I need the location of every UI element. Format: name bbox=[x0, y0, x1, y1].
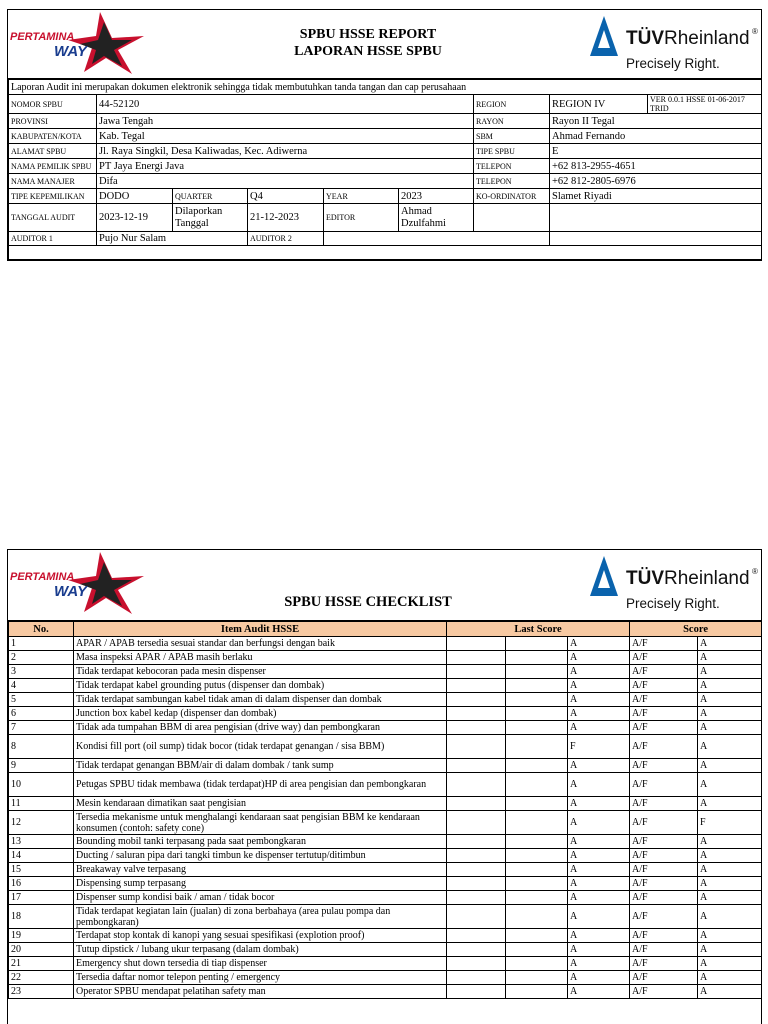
row-number: 8 bbox=[9, 735, 74, 759]
report-title bbox=[248, 26, 488, 60]
checklist-table bbox=[8, 621, 762, 999]
provinsi-value: Jawa Tengah bbox=[97, 114, 474, 129]
row-empty-b bbox=[506, 971, 568, 985]
checklist-row bbox=[9, 985, 762, 999]
rayon-label: RAYON bbox=[474, 114, 550, 129]
row-number: 21 bbox=[9, 957, 74, 971]
row-item: Tidak terdapat genangan BBM/air di dalam dombak / tank sump bbox=[74, 759, 447, 773]
row-last-score: A bbox=[568, 811, 630, 835]
row-item: Dispensing sump terpasang bbox=[74, 877, 447, 891]
row-score: A bbox=[698, 971, 762, 985]
row-number: 23 bbox=[9, 985, 74, 999]
row-options: A/F bbox=[630, 971, 698, 985]
checklist-row bbox=[9, 891, 762, 905]
row-options: A/F bbox=[630, 679, 698, 693]
tanggal-audit-value: 2023-12-19 bbox=[97, 204, 173, 232]
checklist-sheet bbox=[7, 549, 762, 1024]
row-options: A/F bbox=[630, 943, 698, 957]
row-empty-b bbox=[506, 797, 568, 811]
row-number: 4 bbox=[9, 679, 74, 693]
row-last-score: A bbox=[568, 985, 630, 999]
telepon2-value: +62 812-2805-6976 bbox=[550, 174, 762, 189]
row-empty-a bbox=[447, 835, 506, 849]
row-options: A/F bbox=[630, 665, 698, 679]
row-last-score: A bbox=[568, 971, 630, 985]
row-number: 18 bbox=[9, 905, 74, 929]
tipe-spbu-value: E bbox=[550, 144, 762, 159]
checklist-row bbox=[9, 773, 762, 797]
row-empty-a bbox=[447, 957, 506, 971]
row-empty-b bbox=[506, 693, 568, 707]
svg-text:TÜVRheinland: TÜVRheinland bbox=[626, 568, 750, 589]
checklist-row bbox=[9, 877, 762, 891]
row-empty-a bbox=[447, 797, 506, 811]
row-options: A/F bbox=[630, 849, 698, 863]
report-sheet bbox=[7, 9, 762, 261]
auditor2-label: AUDITOR 2 bbox=[248, 232, 324, 246]
checklist-row bbox=[9, 863, 762, 877]
row-empty-a bbox=[447, 929, 506, 943]
svg-text:WAY: WAY bbox=[54, 583, 88, 600]
row-item: Petugas SPBU tidak membawa (tidak terdapat)HP di area pengisian dan pembongkaran bbox=[74, 773, 447, 797]
row-item: Emergency shut down tersedia di tiap dispenser bbox=[74, 957, 447, 971]
checklist-row bbox=[9, 811, 762, 835]
row-empty-a bbox=[447, 971, 506, 985]
row-options: A/F bbox=[630, 721, 698, 735]
checklist-row bbox=[9, 721, 762, 735]
auditor2-value bbox=[324, 232, 550, 246]
row-number: 12 bbox=[9, 811, 74, 835]
row-item: Dispenser sump kondisi baik / aman / tidak bocor bbox=[74, 891, 447, 905]
checklist-row bbox=[9, 929, 762, 943]
row-empty-b bbox=[506, 637, 568, 651]
row-options: A/F bbox=[630, 985, 698, 999]
row-last-score: A bbox=[568, 957, 630, 971]
row-item: Operator SPBU mendapat pelatihan safety man bbox=[74, 985, 447, 999]
telepon2-label: TELEPON bbox=[474, 174, 550, 189]
row-empty-a bbox=[447, 773, 506, 797]
row-item: Tidak terdapat kegiatan lain (jualan) di zona berbahaya (area pulau pompa dan pembongkaran) bbox=[74, 905, 447, 929]
sbm-label: SBM bbox=[474, 129, 550, 144]
row-empty-b bbox=[506, 957, 568, 971]
dilaporkan-value: 21-12-2023 bbox=[248, 204, 324, 232]
row-options: A/F bbox=[630, 651, 698, 665]
row-score: A bbox=[698, 985, 762, 999]
empty-cell bbox=[474, 204, 550, 232]
row-empty-a bbox=[447, 943, 506, 957]
row-options: A/F bbox=[630, 797, 698, 811]
col-item-header: Item Audit HSSE bbox=[74, 622, 447, 637]
row-item: Bounding mobil tanki terpasang pada saat pembongkaran bbox=[74, 835, 447, 849]
row-item: Masa inspeksi APAR / APAB masih berlaku bbox=[74, 651, 447, 665]
row-options: A/F bbox=[630, 877, 698, 891]
row-score: A bbox=[698, 707, 762, 721]
checklist-row bbox=[9, 957, 762, 971]
quarter-value: Q4 bbox=[248, 189, 324, 204]
row-number: 15 bbox=[9, 863, 74, 877]
checklist-header bbox=[8, 550, 761, 621]
manajer-label: NAMA MANAJER bbox=[9, 174, 97, 189]
alamat-value: Jl. Raya Singkil, Desa Kaliwadas, Kec. Adiwerna bbox=[97, 144, 474, 159]
pertamina-logo-text: PERTAMINA bbox=[10, 31, 75, 43]
tuv-rheinland-logo bbox=[586, 550, 761, 616]
row-item: Junction box kabel kedap (dispenser dan dombak) bbox=[74, 707, 447, 721]
svg-text:Precisely Right.: Precisely Right. bbox=[626, 596, 720, 611]
row-empty-b bbox=[506, 985, 568, 999]
nomor-spbu-label: NOMOR SPBU bbox=[9, 95, 97, 114]
row-empty-b bbox=[506, 929, 568, 943]
pemilik-label: NAMA PEMILIK SPBU bbox=[9, 159, 97, 174]
tipe-spbu-label: TIPE SPBU bbox=[474, 144, 550, 159]
provinsi-label: PROVINSI bbox=[9, 114, 97, 129]
row-options: A/F bbox=[630, 707, 698, 721]
row-number: 7 bbox=[9, 721, 74, 735]
row-last-score: A bbox=[568, 759, 630, 773]
row-last-score: A bbox=[568, 835, 630, 849]
row-score: A bbox=[698, 773, 762, 797]
row-empty-b bbox=[506, 759, 568, 773]
checklist-row bbox=[9, 905, 762, 929]
svg-text:®: ® bbox=[752, 567, 758, 576]
row-number: 14 bbox=[9, 849, 74, 863]
row-item: Tidak terdapat kebocoran pada mesin dispenser bbox=[74, 665, 447, 679]
row-last-score: F bbox=[568, 735, 630, 759]
row-score: A bbox=[698, 735, 762, 759]
row-item: Terdapat stop kontak di kanopi yang sesuai spesifikasi (explotion proof) bbox=[74, 929, 447, 943]
row-last-score: A bbox=[568, 905, 630, 929]
row-number: 2 bbox=[9, 651, 74, 665]
row-score: A bbox=[698, 679, 762, 693]
row-empty-b bbox=[506, 811, 568, 835]
year-label: YEAR bbox=[324, 189, 399, 204]
region-label: REGION bbox=[474, 95, 550, 114]
row-options: A/F bbox=[630, 957, 698, 971]
row-last-score: A bbox=[568, 863, 630, 877]
row-item: Tutup dipstick / lubang ukur terpasang (dalam dombak) bbox=[74, 943, 447, 957]
row-score: A bbox=[698, 835, 762, 849]
svg-text:®: ® bbox=[752, 27, 758, 36]
empty-row bbox=[9, 246, 762, 260]
row-options: A/F bbox=[630, 811, 698, 835]
row-empty-b bbox=[506, 943, 568, 957]
row-empty-b bbox=[506, 721, 568, 735]
row-item: Ducting / saluran pipa dari tangki timbun ke dispenser tertutup/ditimbun bbox=[74, 849, 447, 863]
row-empty-b bbox=[506, 665, 568, 679]
row-score: A bbox=[698, 637, 762, 651]
row-item: Tersedia mekanisme untuk menghalangi kendaraan saat pengisian BBM ke kendaraan konsumen (contoh: safety cone) bbox=[74, 811, 447, 835]
row-last-score: A bbox=[568, 773, 630, 797]
svg-text:Precisely Right.: Precisely Right. bbox=[626, 56, 720, 71]
checklist-row bbox=[9, 707, 762, 721]
row-empty-b bbox=[506, 773, 568, 797]
row-options: A/F bbox=[630, 929, 698, 943]
checklist-row bbox=[9, 693, 762, 707]
row-last-score: A bbox=[568, 665, 630, 679]
row-number: 20 bbox=[9, 943, 74, 957]
rayon-value: Rayon II Tegal bbox=[550, 114, 762, 129]
row-options: A/F bbox=[630, 637, 698, 651]
telepon1-label: TELEPON bbox=[474, 159, 550, 174]
row-empty-a bbox=[447, 811, 506, 835]
checklist-row bbox=[9, 637, 762, 651]
row-empty-a bbox=[447, 679, 506, 693]
row-item: APAR / APAB tersedia sesuai standar dan berfungsi dengan baik bbox=[74, 637, 447, 651]
row-number: 22 bbox=[9, 971, 74, 985]
tanggal-audit-label: TANGGAL AUDIT bbox=[9, 204, 97, 232]
row-number: 16 bbox=[9, 877, 74, 891]
row-last-score: A bbox=[568, 943, 630, 957]
telepon1-value: +62 813-2955-4651 bbox=[550, 159, 762, 174]
checklist-row bbox=[9, 679, 762, 693]
row-empty-b bbox=[506, 679, 568, 693]
row-score: A bbox=[698, 693, 762, 707]
row-number: 5 bbox=[9, 693, 74, 707]
koordinator-label: KO-ORDINATOR bbox=[474, 189, 550, 204]
row-options: A/F bbox=[630, 735, 698, 759]
checklist-row bbox=[9, 943, 762, 957]
dilaporkan-label: Dilaporkan Tanggal bbox=[173, 204, 248, 232]
row-last-score: A bbox=[568, 693, 630, 707]
row-score: A bbox=[698, 863, 762, 877]
row-empty-a bbox=[447, 721, 506, 735]
row-last-score: A bbox=[568, 651, 630, 665]
sbm-value: Ahmad Fernando bbox=[550, 129, 762, 144]
row-last-score: A bbox=[568, 891, 630, 905]
row-score: A bbox=[698, 759, 762, 773]
row-score: A bbox=[698, 877, 762, 891]
row-last-score: A bbox=[568, 797, 630, 811]
checklist-row bbox=[9, 971, 762, 985]
row-empty-a bbox=[447, 651, 506, 665]
row-last-score: A bbox=[568, 707, 630, 721]
row-number: 3 bbox=[9, 665, 74, 679]
row-empty-a bbox=[447, 863, 506, 877]
row-empty-a bbox=[447, 637, 506, 651]
row-empty-a bbox=[447, 759, 506, 773]
row-score: A bbox=[698, 891, 762, 905]
auditor1-label: AUDITOR 1 bbox=[9, 232, 97, 246]
row-score: A bbox=[698, 943, 762, 957]
row-empty-a bbox=[447, 877, 506, 891]
region-value: REGION IV bbox=[550, 95, 648, 114]
report-title-line2: LAPORAN HSSE SPBU bbox=[294, 44, 442, 59]
row-number: 11 bbox=[9, 797, 74, 811]
pertamina-way-logo bbox=[8, 10, 153, 76]
row-empty-b bbox=[506, 835, 568, 849]
row-item: Mesin kendaraan dimatikan saat pengisian bbox=[74, 797, 447, 811]
kepemilikan-value: DODO bbox=[97, 189, 173, 204]
row-item: Tidak terdapat kabel grounding putus (dispenser dan dombak) bbox=[74, 679, 447, 693]
pertamina-way-logo bbox=[8, 550, 153, 616]
row-empty-b bbox=[506, 707, 568, 721]
col-last-score-header: Last Score bbox=[447, 622, 630, 637]
checklist-body bbox=[9, 637, 762, 999]
checklist-row bbox=[9, 651, 762, 665]
row-empty-b bbox=[506, 863, 568, 877]
auditor1-value: Pujo Nur Salam bbox=[97, 232, 248, 246]
row-empty-b bbox=[506, 849, 568, 863]
row-options: A/F bbox=[630, 835, 698, 849]
row-item: Tidak terdapat sambungan kabel tidak aman di dalam dispenser dan dombak bbox=[74, 693, 447, 707]
col-no-header: No. bbox=[9, 622, 74, 637]
koordinator-value: Slamet Riyadi bbox=[550, 189, 762, 204]
row-item: Tersedia daftar nomor telepon penting / emergency bbox=[74, 971, 447, 985]
row-empty-a bbox=[447, 985, 506, 999]
kepemilikan-label: TIPE KEPEMILIKAN bbox=[9, 189, 97, 204]
empty-cell bbox=[550, 204, 762, 232]
row-score: A bbox=[698, 957, 762, 971]
row-number: 1 bbox=[9, 637, 74, 651]
checklist-row bbox=[9, 835, 762, 849]
row-empty-a bbox=[447, 693, 506, 707]
electronic-doc-note: Laporan Audit ini merupakan dokumen elektronik sehingga tidak membutuhkan tanda tangan dan cap perusahaan bbox=[9, 80, 762, 95]
pemilik-value: PT Jaya Energi Java bbox=[97, 159, 474, 174]
row-score: A bbox=[698, 665, 762, 679]
row-empty-b bbox=[506, 651, 568, 665]
row-empty-a bbox=[447, 849, 506, 863]
editor-label: EDITOR bbox=[324, 204, 399, 232]
svg-text:PERTAMINA: PERTAMINA bbox=[10, 571, 75, 583]
row-number: 6 bbox=[9, 707, 74, 721]
row-empty-b bbox=[506, 877, 568, 891]
quarter-label: QUARTER bbox=[173, 189, 248, 204]
row-empty-b bbox=[506, 905, 568, 929]
row-number: 17 bbox=[9, 891, 74, 905]
row-options: A/F bbox=[630, 773, 698, 797]
row-empty-b bbox=[506, 891, 568, 905]
kabupaten-value: Kab. Tegal bbox=[97, 129, 474, 144]
row-empty-a bbox=[447, 665, 506, 679]
row-item: Breakaway valve terpasang bbox=[74, 863, 447, 877]
row-score: A bbox=[698, 905, 762, 929]
editor-value: Ahmad Dzulfahmi bbox=[399, 204, 474, 232]
row-score: A bbox=[698, 849, 762, 863]
row-options: A/F bbox=[630, 693, 698, 707]
row-last-score: A bbox=[568, 929, 630, 943]
report-title-line1: SPBU HSSE REPORT bbox=[299, 27, 437, 42]
row-item: Tidak ada tumpahan BBM di area pengisian (drive way) dan pembongkaran bbox=[74, 721, 447, 735]
tuv-rheinland-logo bbox=[586, 10, 761, 76]
row-last-score: A bbox=[568, 679, 630, 693]
row-score: A bbox=[698, 797, 762, 811]
row-number: 19 bbox=[9, 929, 74, 943]
checklist-row bbox=[9, 665, 762, 679]
report-info-table bbox=[8, 79, 762, 260]
row-score: A bbox=[698, 651, 762, 665]
row-empty-a bbox=[447, 905, 506, 929]
row-empty-a bbox=[447, 707, 506, 721]
version-text: VER 0.0.1 HSSE 01-06-2017 TRID bbox=[648, 95, 762, 114]
row-last-score: A bbox=[568, 877, 630, 891]
svg-text:TÜVRheinland: TÜVRheinland bbox=[626, 28, 750, 49]
manajer-value: Difa bbox=[97, 174, 474, 189]
row-number: 10 bbox=[9, 773, 74, 797]
row-options: A/F bbox=[630, 905, 698, 929]
empty-cell bbox=[550, 232, 762, 246]
report-header bbox=[8, 10, 761, 79]
row-empty-a bbox=[447, 891, 506, 905]
checklist-row bbox=[9, 849, 762, 863]
checklist-row bbox=[9, 797, 762, 811]
checklist-title: SPBU HSSE CHECKLIST bbox=[284, 594, 452, 610]
row-options: A/F bbox=[630, 891, 698, 905]
row-score: F bbox=[698, 811, 762, 835]
row-empty-b bbox=[506, 735, 568, 759]
row-options: A/F bbox=[630, 863, 698, 877]
row-score: A bbox=[698, 929, 762, 943]
row-score: A bbox=[698, 721, 762, 735]
row-item: Kondisi fill port (oil sump) tidak bocor (tidak terdapat genangan / sisa BBM) bbox=[74, 735, 447, 759]
col-score-header: Score bbox=[630, 622, 762, 637]
row-last-score: A bbox=[568, 637, 630, 651]
row-options: A/F bbox=[630, 759, 698, 773]
nomor-spbu-value: 44-52120 bbox=[97, 95, 474, 114]
row-last-score: A bbox=[568, 849, 630, 863]
svg-text:WAY: WAY bbox=[54, 43, 88, 60]
checklist-row bbox=[9, 735, 762, 759]
alamat-label: ALAMAT SPBU bbox=[9, 144, 97, 159]
row-number: 9 bbox=[9, 759, 74, 773]
checklist-row bbox=[9, 759, 762, 773]
kabupaten-label: KABUPATEN/KOTA bbox=[9, 129, 97, 144]
row-number: 13 bbox=[9, 835, 74, 849]
row-last-score: A bbox=[568, 721, 630, 735]
year-value: 2023 bbox=[399, 189, 474, 204]
row-empty-a bbox=[447, 735, 506, 759]
